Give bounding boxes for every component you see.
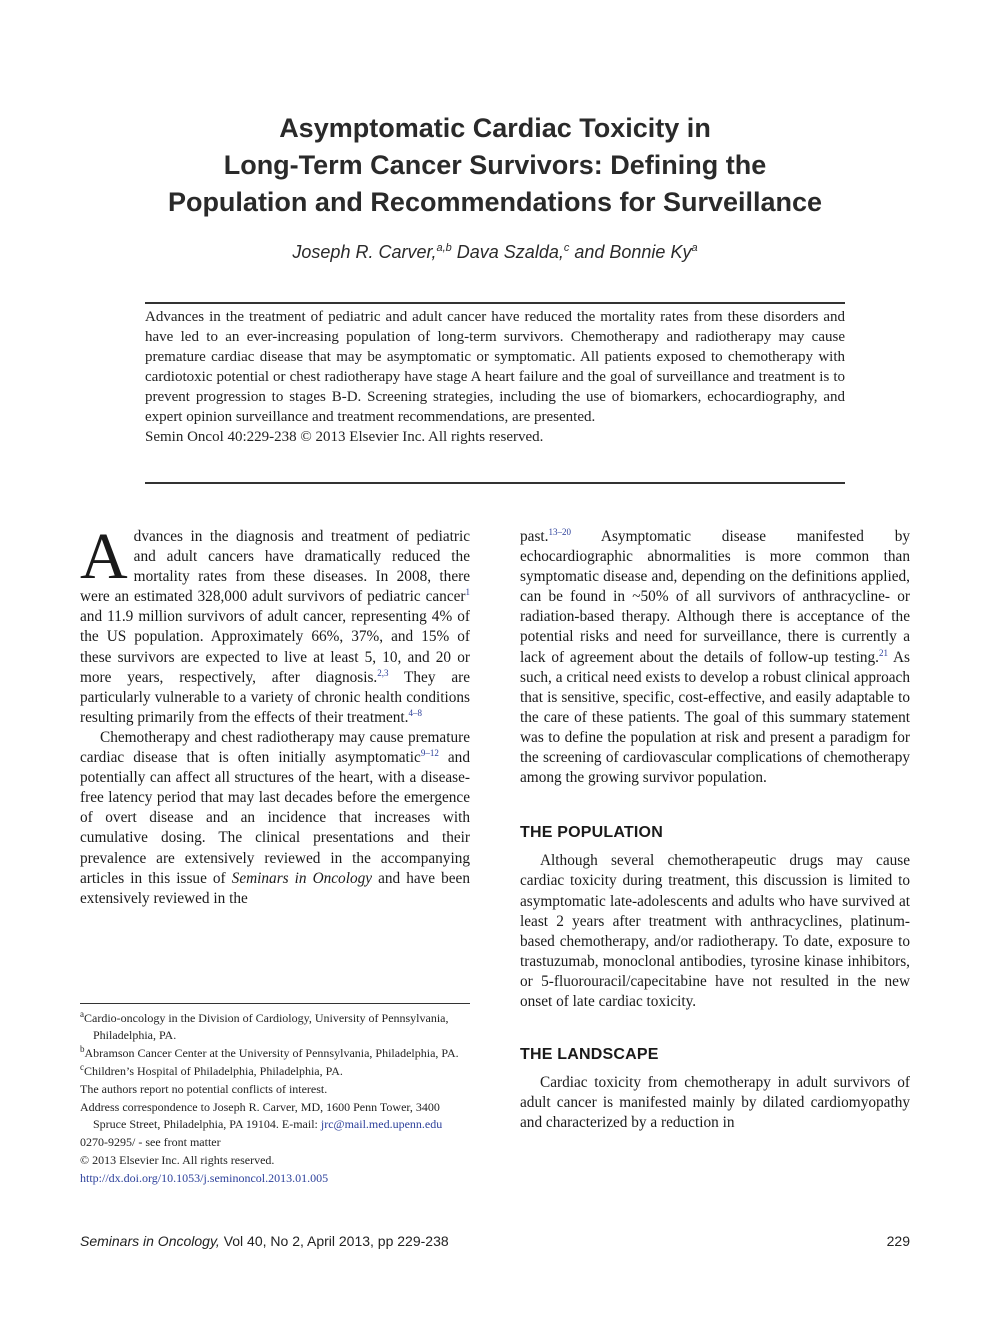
footnotes [80, 1010, 470, 1188]
ref-9-12[interactable]: 9–12 [420, 747, 439, 758]
footnote-b-mark: b [80, 1044, 85, 1054]
journal-name-inline: Seminars in Oncology [231, 869, 373, 887]
conflict-statement: The authors report no potential conflicts of interest. [80, 1082, 328, 1096]
issn-line: 0270-9295/ - see front matter [80, 1135, 221, 1149]
section-heading-landscape: THE LANDSCAPE [520, 1046, 659, 1064]
author-ky-affiliation: a [691, 242, 698, 254]
author-list [100, 242, 890, 263]
ref-2-3[interactable]: 2,3 [377, 667, 389, 678]
intro-text-1: dvances in the diagnosis and treatment of pediatric and adult cancers have dramatically reduced the mortality rates from these diseases. In 2008, there were an estimated 328,000 adult survivors of pediatric cancer [80, 528, 470, 606]
ref-1[interactable]: 1 [465, 587, 470, 598]
chemo-text-2: and potentially can affect all structures of the heart, with a disease-free latency period that may last decades before the emergence of overt disease and an incidence that increases with cumulative dosing. The clinical presentations and their prevalence are extensively reviewed in the accompanying articles in this issue of [80, 749, 470, 887]
intro-text-3: They are particularly vulnerable to a variety of chronic health conditions resulting primarily from the effects of their treatment. [80, 668, 471, 726]
footer-details: Vol 40, No 2, April 2013, pp 229-238 [219, 1233, 449, 1249]
footnote-a-text: Cardio-oncology in the Division of Cardiology, University of Pennsylvania, Philadelphia, PA. [84, 1011, 449, 1042]
continuation-text-3: As such, a critical need exists to develop a robust clinical approach that is sensitive, specific, cost-effective, and easily adaptable to the care of these patients. The goal of this summary statement was to define the population at risk and present a paradigm for the screening of cardiovascular complications of chemotherapy among the growing survivor population. [520, 648, 910, 787]
footnote-rule [80, 1003, 470, 1004]
author-szalda: Dava Szalda, [456, 242, 564, 262]
footer-journal: Seminars in Oncology, [80, 1233, 220, 1249]
continuation-text-2: Asymptomatic disease manifested by echocardiographic abnormalities is more common than symptomatic disease and, depending on the definitions applied, can be found in ~50% of all survivors of anthracycline- or radiation-based therapy. Although there is acceptance of the potential risks and need for surveillance, there is currently a lack of agreement about the details of follow-up testing. [520, 528, 910, 666]
landscape-paragraph: Cardiac toxicity from chemotherapy in adult survivors of adult cancer is manifested mainly by dilated cardiomyopathy and characterized by a reduction in [520, 1074, 910, 1132]
section-heading-population: THE POPULATION [520, 824, 663, 842]
footnote-a-mark: a [80, 1009, 84, 1019]
correspondence-address [80, 1099, 470, 1133]
doi-link[interactable]: http://dx.doi.org/10.1053/j.seminoncol.2013.01.005 [80, 1171, 329, 1185]
author-ky: and Bonnie Ky [574, 242, 692, 262]
abstract-text: Advances in the treatment of pediatric and adult cancer have reduced the mortality rates from these disorders and have led to an ever-increasing population of long-term survivors. Chemotherapy and radiotherapy may cause premature cardiac disease that may be asymptomatic or symptomatic. All patients exposed to chemotherapy with cardiotoxic potential or chest radiotherapy have stage A heart failure and the goal of surveillance and treatment is to prevent progression to stages B-D. Screening strategies, including the use of biomarkers, echocardiography, and expert opinion surveillance and treatment recommendations, are presented. [145, 309, 845, 425]
chemo-paragraph [80, 728, 470, 909]
author-carver: Joseph R. Carver, [292, 242, 437, 262]
continuation-paragraph [520, 527, 910, 788]
continuation-text-1: past. [520, 528, 549, 545]
drop-cap: A [80, 520, 128, 593]
title-line-3: Population and Recommendations for Surveillance [167, 187, 823, 217]
copyright-line: © 2013 Elsevier Inc. All rights reserved. [80, 1153, 275, 1167]
title-line-1: Asymptomatic Cardiac Toxicity in [279, 113, 711, 143]
abstract [145, 307, 845, 447]
footnote-b [80, 1045, 470, 1062]
footnote-c-text: Children’s Hospital of Philadelphia, Philadelphia, PA. [84, 1064, 343, 1078]
intro-paragraph [80, 520, 471, 728]
address-text: Address correspondence to Joseph R. Carver, MD, 1600 Penn Tower, 3400 Spruce Street, Philadelphia, PA 19104. E-mail: [80, 1100, 440, 1131]
ref-13-20[interactable]: 13–20 [548, 526, 571, 537]
chemo-text-1: Chemotherapy and chest radiotherapy may cause premature cardiac disease that is often initially asymptomatic [80, 728, 470, 767]
intro-text-2: and 11.9 million survivors of adult cancer, representing 4% of the US population. Approximately 66%, 37%, and 15% of these survivors are expected to live at least 5, 10, and 20 or more years, respectively, after diagnosis. [80, 608, 470, 686]
abstract-top-rule [145, 302, 845, 304]
population-paragraph: Although several chemotherapeutic drugs may cause cardiac toxicity during treatment, this discussion is limited to asymptomatic late-adolescents and adults who have survived at least 2 years after treatment with anthracyclines, platinum-based chemotherapy, and/or radiotherapy. To date, exposure to trastuzumab, monoclonal antibodies, tyrosine kinase inhibitors, or 5-fluorouracil/capecitabine have not resulted in the new onset of late cardiac toxicity. [520, 852, 910, 1010]
ref-21[interactable]: 21 [878, 647, 888, 658]
abstract-bottom-rule [145, 482, 845, 484]
title-line-2: Long-Term Cancer Survivors: Defining the [223, 150, 767, 180]
footnote-a [80, 1010, 470, 1044]
footnote-c-mark: c [80, 1062, 84, 1072]
footnote-c [80, 1063, 470, 1080]
page-number: 229 [886, 1233, 910, 1249]
left-column [80, 520, 471, 909]
article-title [100, 110, 890, 221]
abstract-citation: Semin Oncol 40:229-238 © 2013 Elsevier Inc. All rights reserved. [145, 429, 544, 445]
email-link[interactable]: jrc@mail.med.upenn.edu [320, 1117, 443, 1131]
footnote-b-text: Abramson Cancer Center at the University of Pennsylvania, Philadelphia, PA. [84, 1046, 459, 1060]
author-carver-affiliation: a,b [436, 242, 452, 254]
running-footer [80, 1233, 449, 1249]
author-szalda-affiliation: c [563, 242, 570, 254]
ref-4-8[interactable]: 4–8 [408, 707, 422, 718]
chemo-text-3: and have been extensively reviewed in the [80, 869, 470, 907]
right-column [520, 527, 910, 1133]
